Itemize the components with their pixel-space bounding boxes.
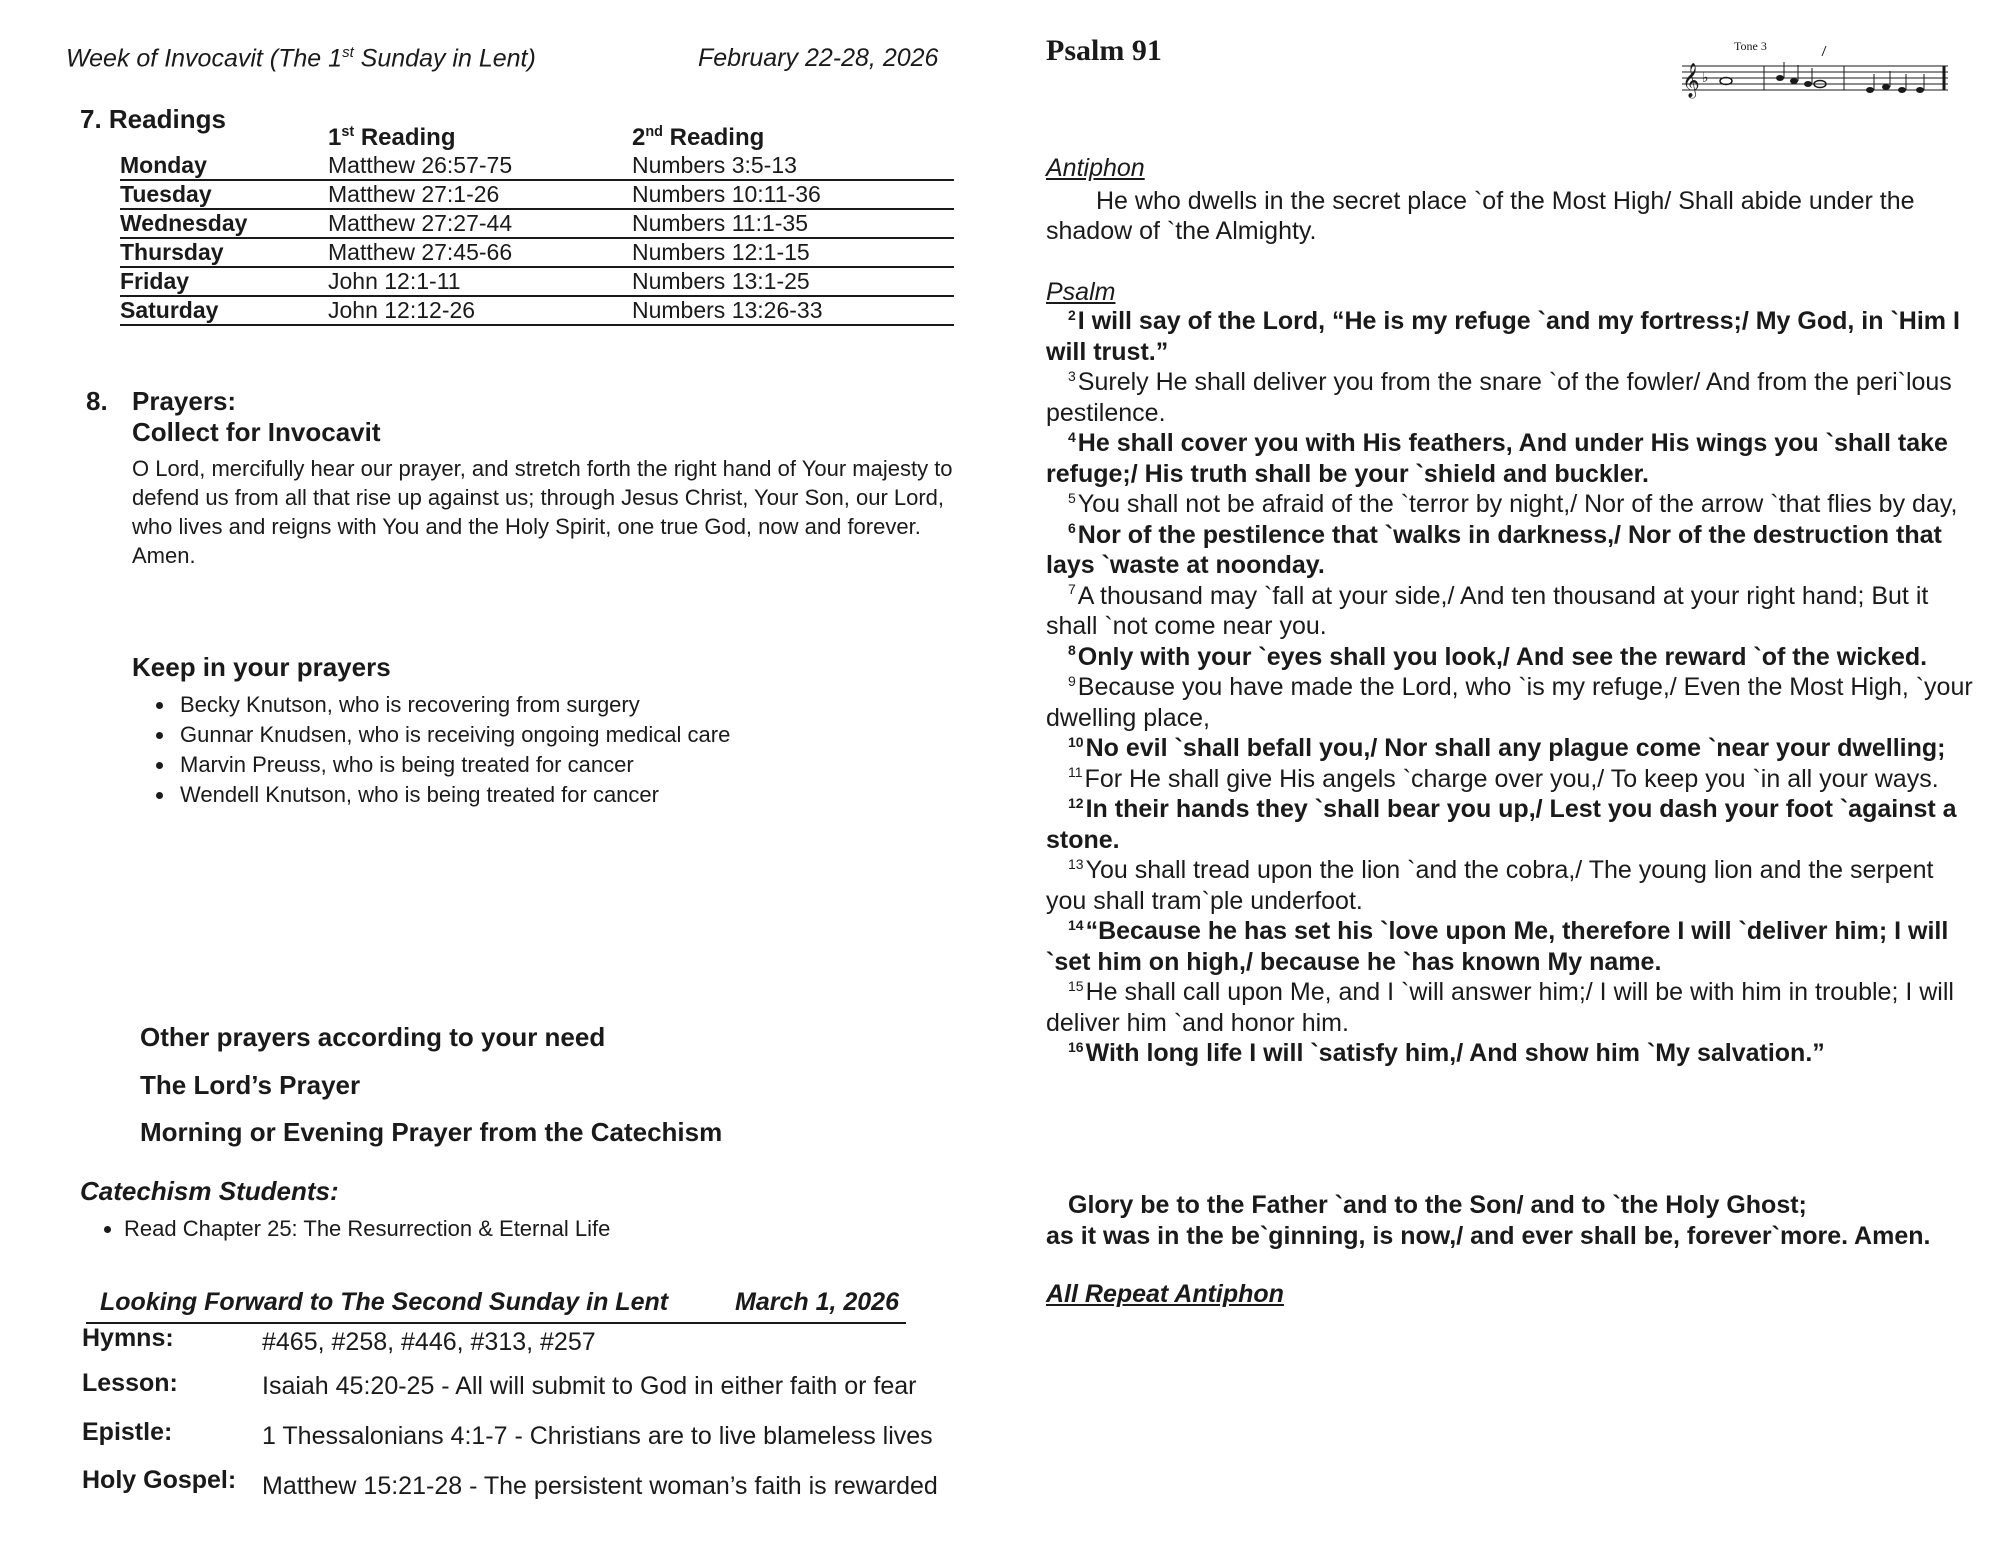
readings-header-first bbox=[328, 124, 632, 152]
psalm-verse bbox=[1046, 672, 1980, 733]
table-row bbox=[120, 238, 954, 267]
keep-in-prayers-title: Keep in your prayers bbox=[132, 652, 391, 682]
psalm-verse bbox=[1046, 520, 1980, 581]
reading-second: Numbers 13:1-25 bbox=[632, 267, 954, 296]
looking-forward-title: Looking Forward to The Second Sunday in Lent bbox=[100, 1288, 669, 1316]
psalm-verses bbox=[1046, 306, 1980, 1069]
table-row bbox=[120, 209, 954, 238]
verse-number: 11 bbox=[1068, 764, 1083, 781]
all-repeat-antiphon: All Repeat Antiphon bbox=[1046, 1280, 1284, 1308]
gloria-patri bbox=[1046, 1190, 1986, 1252]
verse-text: Only with your `eyes shall you look,/ And see the reward `of the wicked. bbox=[1077, 642, 1928, 671]
psalm-label: Psalm bbox=[1046, 278, 1116, 306]
gloria-line-2: as it was in the be`ginning, is now,/ and ever shall be, forever`more. Amen. bbox=[1046, 1222, 1931, 1250]
verse-text: You shall not be afraid of the `terror by night,/ Nor of the arrow `that flies by day, bbox=[1077, 490, 1958, 518]
reading-first: John 12:12-26 bbox=[328, 296, 632, 325]
gospel-value: Matthew 15:21-28 - The persistent woman’s faith is rewarded bbox=[262, 1472, 938, 1500]
psalm-verse bbox=[1046, 764, 1980, 795]
readings-section-title: 7. Readings bbox=[80, 104, 226, 134]
readings-header-second bbox=[632, 124, 954, 152]
reading-first: Matthew 27:1-26 bbox=[328, 180, 632, 209]
other-prayers-heading: Other prayers according to your need bbox=[140, 1022, 606, 1052]
verse-number: 13 bbox=[1068, 855, 1084, 872]
verse-number: 7 bbox=[1068, 581, 1076, 598]
header-first-sup: st bbox=[341, 124, 355, 140]
verse-text: Because you have made the Lord, who `is my refuge,/ Even the Most High, `your dwelling place, bbox=[1046, 673, 1973, 732]
verse-number: 5 bbox=[1068, 489, 1076, 506]
reading-first: John 12:1-11 bbox=[328, 267, 632, 296]
psalm-verse bbox=[1046, 977, 1980, 1038]
tone-label: Tone 3 bbox=[1734, 39, 1767, 53]
reading-day: Monday bbox=[120, 152, 328, 180]
verse-number: 12 bbox=[1068, 794, 1084, 811]
list-item: • Becky Knutson, who is recovering from surgery bbox=[176, 690, 730, 720]
readings-header-day bbox=[120, 124, 328, 152]
collect-title: Collect for Invocavit bbox=[132, 417, 381, 447]
lesson-label: Lesson: bbox=[82, 1369, 178, 1397]
reading-second: Numbers 11:1-35 bbox=[632, 209, 954, 238]
verse-text: In their hands they `shall bear you up,/ Lest you dash your foot `against a stone. bbox=[1046, 795, 1957, 854]
verse-number: 10 bbox=[1068, 733, 1084, 750]
table-row bbox=[120, 152, 954, 180]
verse-text: No evil `shall befall you,/ Nor shall any plague come `near your dwelling; bbox=[1085, 734, 1946, 762]
list-item: • Wendell Knutson, who is being treated for cancer bbox=[176, 780, 730, 810]
verse-number: 8 bbox=[1068, 642, 1076, 659]
psalm-verse bbox=[1046, 642, 1980, 673]
verse-number: 14 bbox=[1068, 916, 1084, 933]
header-first-num: 1 bbox=[328, 124, 342, 151]
reading-second: Numbers 10:11-36 bbox=[632, 180, 954, 209]
header-week-suffix: Sunday in Lent) bbox=[353, 44, 536, 73]
collect-text: O Lord, mercifully hear our prayer, and stretch forth the right hand of Your majesty to defend us from all that rise up against us; through Jesus Christ, Your Son, our Lord, who lives and reigns with You and the Holy Spirit, one true God, now and forever. Amen. bbox=[132, 456, 953, 568]
hymns-value: #465, #258, #446, #313, #257 bbox=[262, 1328, 596, 1356]
page-header-week bbox=[66, 44, 536, 73]
verse-text: You shall tread upon the lion `and the cobra,/ The young lion and the serpent you shall tram`ple underfoot. bbox=[1046, 856, 1934, 915]
psalm-verse bbox=[1046, 733, 1980, 764]
psalm-verse bbox=[1046, 489, 1980, 520]
prayers-section-number: 8. bbox=[86, 386, 108, 416]
reading-day: Wednesday bbox=[120, 209, 328, 238]
reading-first: Matthew 27:27-44 bbox=[328, 209, 632, 238]
gospel-label: Holy Gospel: bbox=[82, 1466, 237, 1494]
page-header-dates: February 22-28, 2026 bbox=[698, 44, 939, 72]
verse-number: 9 bbox=[1068, 672, 1076, 689]
music-staff-icon bbox=[1680, 36, 1950, 106]
header-second-sup: nd bbox=[645, 124, 663, 140]
lords-prayer-heading: The Lord’s Prayer bbox=[140, 1070, 361, 1100]
divider bbox=[86, 1322, 906, 1324]
reading-day: Thursday bbox=[120, 238, 328, 267]
lesson-value: Isaiah 45:20-25 - All will submit to God in either faith or fear bbox=[262, 1372, 917, 1400]
svg-text:𝄞: 𝄞 bbox=[1682, 63, 1700, 98]
header-week-text: Week of Invocavit (The 1 bbox=[66, 44, 343, 73]
hymns-label: Hymns: bbox=[82, 1324, 174, 1352]
list-item: • Marvin Preuss, who is being treated for cancer bbox=[176, 750, 730, 780]
verse-number: 6 bbox=[1068, 520, 1076, 537]
epistle-label: Epistle: bbox=[82, 1418, 173, 1446]
verse-text: He shall cover you with His feathers, And under His wings you `shall take refuge;/ His truth shall be your `shield and buckler. bbox=[1046, 429, 1948, 488]
psalm-verse bbox=[1046, 855, 1980, 916]
header-first-label: Reading bbox=[354, 124, 456, 151]
reading-day: Tuesday bbox=[120, 180, 328, 209]
verse-text: Nor of the pestilence that `walks in darkness,/ Nor of the destruction that lays `waste at noonday. bbox=[1046, 520, 1942, 579]
prayer-list bbox=[148, 690, 730, 810]
verse-text: He shall call upon Me, and I `will answer him;/ I will be with him in trouble; I will deliver him `and honor him. bbox=[1046, 978, 1954, 1037]
header-second-num: 2 bbox=[632, 124, 646, 151]
epistle-value: 1 Thessalonians 4:1-7 - Christians are to live blameless lives bbox=[262, 1422, 933, 1450]
prayers-section-title: Prayers: bbox=[132, 386, 237, 416]
psalm-verse bbox=[1046, 428, 1980, 489]
header-week-sup: st bbox=[342, 44, 354, 61]
verse-number: 15 bbox=[1068, 977, 1084, 994]
verse-text: Surely He shall deliver you from the snare `of the fowler/ And from the peri`lous pestilence. bbox=[1046, 368, 1952, 427]
gloria-line-1: Glory be to the Father `and to the Son/ and to `the Holy Ghost; bbox=[1068, 1191, 1807, 1219]
table-row bbox=[120, 180, 954, 209]
verse-text: I will say of the Lord, “He is my refuge `and my fortress;/ My God, in `Him I will trust.” bbox=[1046, 307, 1960, 366]
psalm-verse bbox=[1046, 916, 1980, 977]
verse-text: “Because he has set his `love upon Me, therefore I will `deliver him; I will `set him on high,/ because he `has known My name. bbox=[1046, 917, 1949, 976]
psalm-verse bbox=[1046, 581, 1980, 642]
verse-number: 16 bbox=[1068, 1038, 1084, 1055]
reading-day: Saturday bbox=[120, 296, 328, 325]
chant-tone-notation bbox=[1680, 36, 1950, 106]
reading-second: Numbers 3:5-13 bbox=[632, 152, 954, 180]
verse-text: For He shall give His angels `charge over you,/ To keep you `in all your ways. bbox=[1084, 764, 1939, 793]
list-item: • Gunnar Knudsen, who is receiving ongoing medical care bbox=[176, 720, 730, 750]
catechism-prayer-heading: Morning or Evening Prayer from the Catechism bbox=[140, 1117, 723, 1147]
reading-second: Numbers 13:26-33 bbox=[632, 296, 954, 325]
looking-forward-date: March 1, 2026 bbox=[735, 1288, 899, 1316]
verse-number: 2 bbox=[1068, 306, 1076, 323]
readings-header-row bbox=[120, 124, 954, 152]
antiphon-label: Antiphon bbox=[1046, 154, 1145, 182]
psalm-verse bbox=[1046, 794, 1980, 855]
reading-first: Matthew 27:45-66 bbox=[328, 238, 632, 267]
svg-text:♭: ♭ bbox=[1702, 70, 1709, 86]
verse-number: 3 bbox=[1068, 367, 1076, 384]
table-row bbox=[120, 267, 954, 296]
reading-second: Numbers 12:1-15 bbox=[632, 238, 954, 267]
antiphon-text: He who dwells in the secret place `of the Most High/ Shall abide under the shadow of `the Almighty. bbox=[1046, 187, 1915, 245]
verse-text: With long life I will `satisfy him,/ And show him `My salvation.” bbox=[1085, 1039, 1825, 1067]
header-second-label: Reading bbox=[662, 124, 765, 151]
psalm-verse bbox=[1046, 367, 1980, 428]
psalm-title: Psalm 91 bbox=[1046, 34, 1162, 67]
catechism-list bbox=[96, 1214, 610, 1244]
readings-table bbox=[120, 124, 954, 326]
verse-number: 4 bbox=[1068, 428, 1076, 445]
list-item: • Read Chapter 25: The Resurrection & Eternal Life bbox=[124, 1214, 610, 1244]
table-row bbox=[120, 296, 954, 325]
reading-first: Matthew 26:57-75 bbox=[328, 152, 632, 180]
psalm-verse bbox=[1046, 1038, 1980, 1069]
catechism-students-title: Catechism Students: bbox=[80, 1176, 339, 1206]
reading-day: Friday bbox=[120, 267, 328, 296]
verse-text: A thousand may `fall at your side,/ And ten thousand at your right hand; But it shall `not come near you. bbox=[1046, 581, 1929, 640]
psalm-verse bbox=[1046, 306, 1980, 367]
